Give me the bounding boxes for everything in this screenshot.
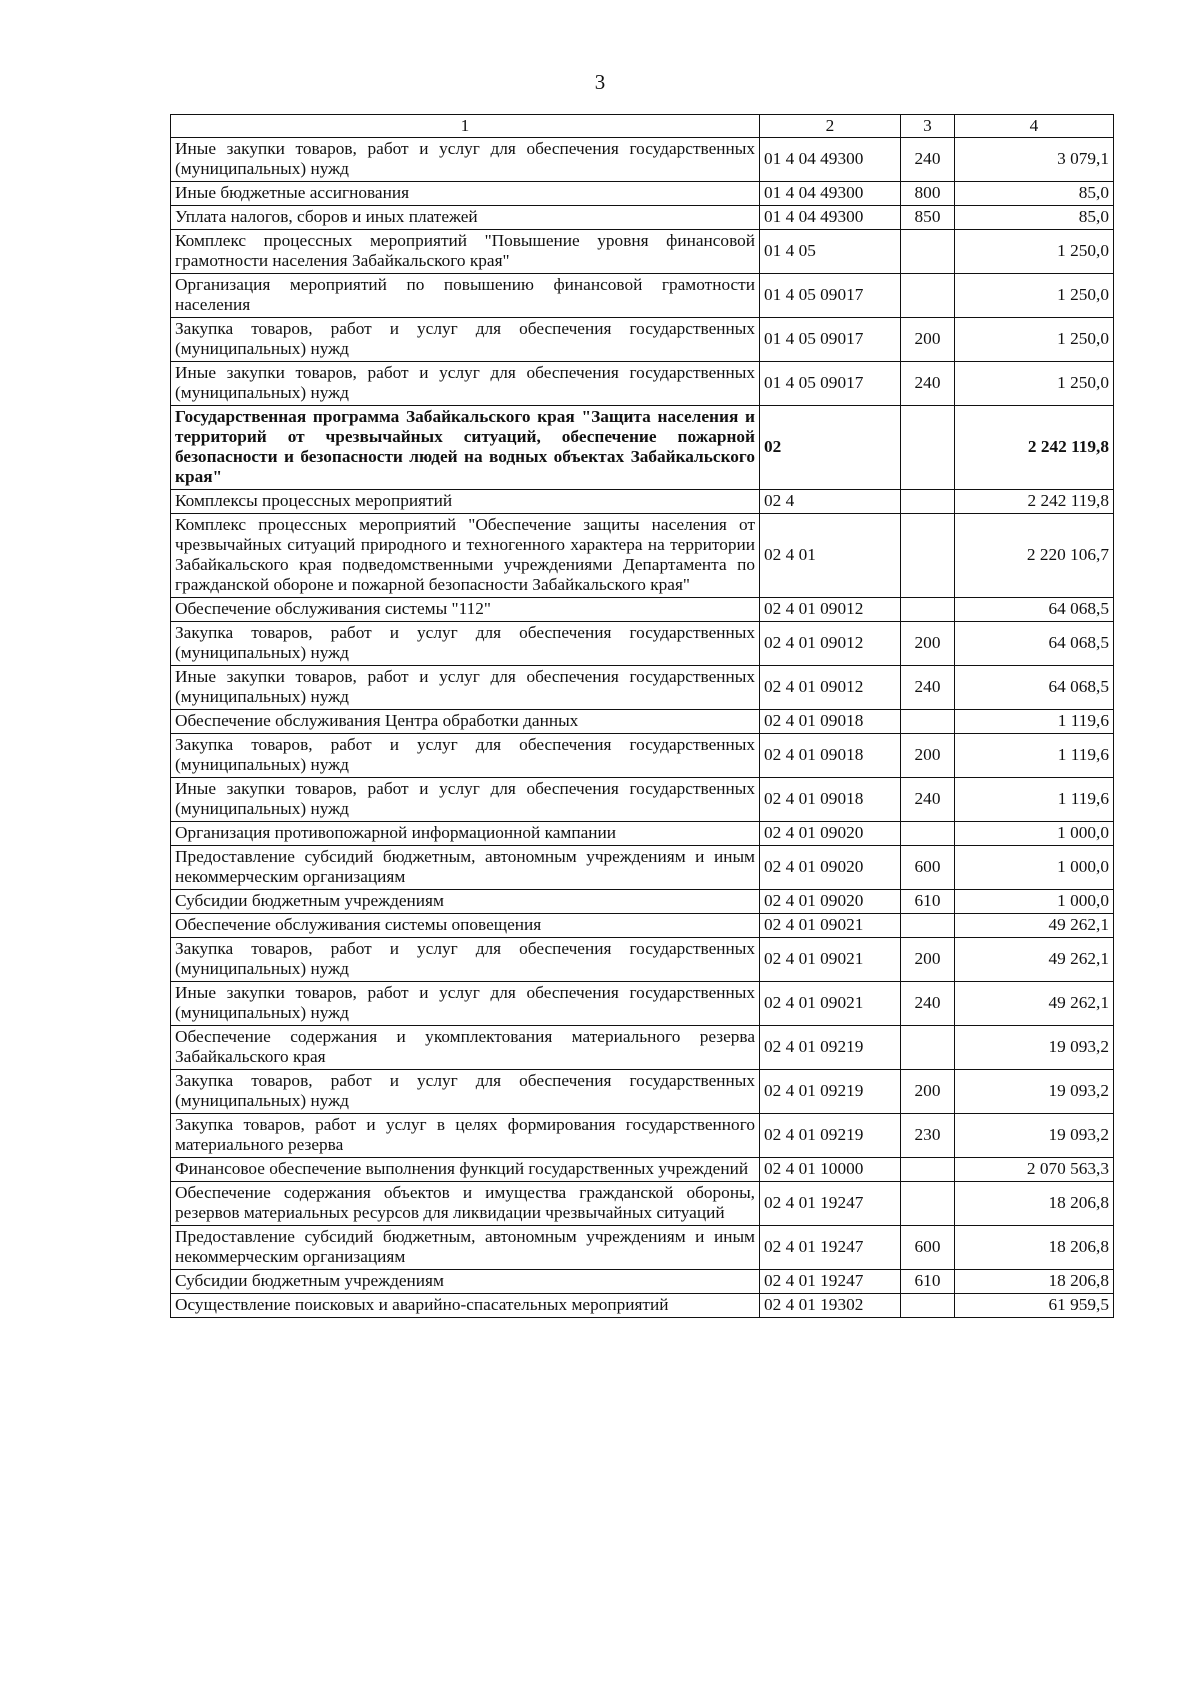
row-type-cell: 610	[901, 1270, 955, 1294]
table-row	[171, 982, 1114, 1026]
row-amount-cell: 19 093,2	[955, 1114, 1114, 1158]
row-amount-cell: 85,0	[955, 182, 1114, 206]
table-row	[171, 1026, 1114, 1070]
row-code-cell: 02 4 01 10000	[760, 1158, 901, 1182]
row-amount-cell: 64 068,5	[955, 622, 1114, 666]
row-type-cell	[901, 406, 955, 490]
row-name-cell: Обеспечение содержания объектов и имущества гражданской обороны, резервов материальных ресурсов для ликвидации чрезвычайных ситуаций	[171, 1182, 760, 1226]
row-type-cell: 240	[901, 362, 955, 406]
row-name-cell: Финансовое обеспечение выполнения функций государственных учреждений	[171, 1158, 760, 1182]
row-type-cell: 600	[901, 1226, 955, 1270]
row-type-cell	[901, 822, 955, 846]
row-amount-cell: 1 000,0	[955, 890, 1114, 914]
row-code-cell: 02	[760, 406, 901, 490]
row-type-cell	[901, 490, 955, 514]
row-type-cell: 200	[901, 938, 955, 982]
row-amount-cell: 1 119,6	[955, 710, 1114, 734]
table-row	[171, 514, 1114, 598]
row-name-cell: Уплата налогов, сборов и иных платежей	[171, 206, 760, 230]
table-row	[171, 230, 1114, 274]
row-type-cell	[901, 598, 955, 622]
row-name-cell: Обеспечение обслуживания Центра обработки данных	[171, 710, 760, 734]
table-row	[171, 362, 1114, 406]
row-code-cell: 01 4 04 49300	[760, 138, 901, 182]
row-amount-cell: 2 242 119,8	[955, 406, 1114, 490]
row-name-cell: Осуществление поисковых и аварийно-спасательных мероприятий	[171, 1294, 760, 1318]
table-row	[171, 1294, 1114, 1318]
table-row	[171, 822, 1114, 846]
row-code-cell: 01 4 05 09017	[760, 318, 901, 362]
row-amount-cell: 1 119,6	[955, 734, 1114, 778]
table-row	[171, 938, 1114, 982]
table-row	[171, 1070, 1114, 1114]
budget-table	[170, 114, 1114, 1318]
row-code-cell: 02 4 01 09219	[760, 1026, 901, 1070]
row-amount-cell: 19 093,2	[955, 1026, 1114, 1070]
row-name-cell: Предоставление субсидий бюджетным, автономным учреждениям и иным некоммерческим организациям	[171, 1226, 760, 1270]
row-code-cell: 01 4 05 09017	[760, 274, 901, 318]
row-amount-cell: 19 093,2	[955, 1070, 1114, 1114]
row-code-cell: 02 4 01	[760, 514, 901, 598]
row-code-cell: 02 4 01 09018	[760, 710, 901, 734]
row-type-cell: 600	[901, 846, 955, 890]
row-code-cell: 01 4 04 49300	[760, 206, 901, 230]
row-type-cell: 800	[901, 182, 955, 206]
row-code-cell: 01 4 04 49300	[760, 182, 901, 206]
table-header-row	[171, 115, 1114, 138]
table-row	[171, 274, 1114, 318]
row-amount-cell: 1 250,0	[955, 274, 1114, 318]
table-row	[171, 914, 1114, 938]
column-header-type: 3	[901, 115, 955, 138]
row-code-cell: 02 4 01 09021	[760, 982, 901, 1026]
row-name-cell: Субсидии бюджетным учреждениям	[171, 890, 760, 914]
table-row	[171, 1182, 1114, 1226]
row-code-cell: 02 4 01 19247	[760, 1270, 901, 1294]
row-amount-cell: 2 242 119,8	[955, 490, 1114, 514]
row-type-cell: 200	[901, 1070, 955, 1114]
row-name-cell: Обеспечение содержания и укомплектования материального резерва Забайкальского края	[171, 1026, 760, 1070]
row-amount-cell: 64 068,5	[955, 666, 1114, 710]
row-name-cell: Закупка товаров, работ и услуг для обеспечения государственных (муниципальных) нужд	[171, 734, 760, 778]
row-amount-cell: 18 206,8	[955, 1270, 1114, 1294]
row-type-cell: 200	[901, 622, 955, 666]
row-code-cell: 02 4 01 09018	[760, 778, 901, 822]
row-amount-cell: 61 959,5	[955, 1294, 1114, 1318]
row-name-cell: Закупка товаров, работ и услуг для обеспечения государственных (муниципальных) нужд	[171, 318, 760, 362]
row-name-cell: Иные закупки товаров, работ и услуг для обеспечения государственных (муниципальных) нужд	[171, 778, 760, 822]
table-row	[171, 1226, 1114, 1270]
table-row	[171, 890, 1114, 914]
table-row	[171, 778, 1114, 822]
row-amount-cell: 64 068,5	[955, 598, 1114, 622]
row-code-cell: 02 4 01 09012	[760, 666, 901, 710]
row-name-cell: Закупка товаров, работ и услуг для обеспечения государственных (муниципальных) нужд	[171, 622, 760, 666]
row-type-cell	[901, 914, 955, 938]
row-code-cell: 02 4 01 09020	[760, 890, 901, 914]
column-header-amount: 4	[955, 115, 1114, 138]
table-row	[171, 206, 1114, 230]
row-name-cell: Иные закупки товаров, работ и услуг для обеспечения государственных (муниципальных) нужд	[171, 982, 760, 1026]
row-code-cell: 02 4 01 09012	[760, 598, 901, 622]
row-name-cell: Субсидии бюджетным учреждениям	[171, 1270, 760, 1294]
row-code-cell: 02 4	[760, 490, 901, 514]
row-amount-cell: 18 206,8	[955, 1182, 1114, 1226]
row-type-cell: 610	[901, 890, 955, 914]
row-type-cell: 200	[901, 318, 955, 362]
row-type-cell: 240	[901, 138, 955, 182]
row-name-cell: Организация противопожарной информационной кампании	[171, 822, 760, 846]
row-name-cell: Организация мероприятий по повышению финансовой грамотности населения	[171, 274, 760, 318]
row-amount-cell: 1 000,0	[955, 822, 1114, 846]
row-name-cell: Комплекс процессных мероприятий "Обеспечение защиты населения от чрезвычайных ситуаций природного и техногенного характера на территории Забайкальского края подведомственными учреждениями Департамента по гражданской обороне и пожарной безопасности Забайкальского края"	[171, 514, 760, 598]
row-type-cell	[901, 1158, 955, 1182]
table-row	[171, 846, 1114, 890]
row-code-cell: 02 4 01 09020	[760, 822, 901, 846]
row-amount-cell: 85,0	[955, 206, 1114, 230]
table-row	[171, 182, 1114, 206]
row-type-cell	[901, 1026, 955, 1070]
row-type-cell	[901, 230, 955, 274]
row-name-cell: Иные бюджетные ассигнования	[171, 182, 760, 206]
row-type-cell: 200	[901, 734, 955, 778]
row-name-cell: Предоставление субсидий бюджетным, автономным учреждениям и иным некоммерческим организациям	[171, 846, 760, 890]
row-amount-cell: 1 250,0	[955, 230, 1114, 274]
table-row	[171, 598, 1114, 622]
row-name-cell: Иные закупки товаров, работ и услуг для обеспечения государственных (муниципальных) нужд	[171, 666, 760, 710]
row-name-cell: Обеспечение обслуживания системы "112"	[171, 598, 760, 622]
row-type-cell: 850	[901, 206, 955, 230]
row-code-cell: 02 4 01 09219	[760, 1114, 901, 1158]
row-name-cell: Иные закупки товаров, работ и услуг для обеспечения государственных (муниципальных) нужд	[171, 138, 760, 182]
row-amount-cell: 49 262,1	[955, 938, 1114, 982]
row-type-cell	[901, 274, 955, 318]
row-amount-cell: 2 070 563,3	[955, 1158, 1114, 1182]
row-code-cell: 01 4 05 09017	[760, 362, 901, 406]
row-type-cell: 240	[901, 778, 955, 822]
table-row	[171, 1114, 1114, 1158]
table-body	[171, 138, 1114, 1318]
row-code-cell: 01 4 05	[760, 230, 901, 274]
row-amount-cell: 1 250,0	[955, 362, 1114, 406]
table-row	[171, 138, 1114, 182]
column-header-name: 1	[171, 115, 760, 138]
row-type-cell: 230	[901, 1114, 955, 1158]
row-type-cell	[901, 1294, 955, 1318]
row-code-cell: 02 4 01 19247	[760, 1226, 901, 1270]
table-row	[171, 406, 1114, 490]
row-code-cell: 02 4 01 09021	[760, 914, 901, 938]
row-name-cell: Государственная программа Забайкальского края "Защита населения и территорий от чрезвычайных ситуаций, обеспечение пожарной безопасности и безопасности людей на водных объектах Забайкальского края"	[171, 406, 760, 490]
table-row	[171, 318, 1114, 362]
row-type-cell	[901, 710, 955, 734]
row-code-cell: 02 4 01 09020	[760, 846, 901, 890]
table-row	[171, 1270, 1114, 1294]
row-name-cell: Обеспечение обслуживания системы оповещения	[171, 914, 760, 938]
table-row	[171, 1158, 1114, 1182]
column-header-code: 2	[760, 115, 901, 138]
row-code-cell: 02 4 01 09219	[760, 1070, 901, 1114]
row-amount-cell: 2 220 106,7	[955, 514, 1114, 598]
row-name-cell: Закупка товаров, работ и услуг для обеспечения государственных (муниципальных) нужд	[171, 1070, 760, 1114]
page-number: 3	[594, 70, 606, 94]
table-row	[171, 490, 1114, 514]
row-amount-cell: 1 119,6	[955, 778, 1114, 822]
row-amount-cell: 1 250,0	[955, 318, 1114, 362]
row-name-cell: Закупка товаров, работ и услуг для обеспечения государственных (муниципальных) нужд	[171, 938, 760, 982]
row-type-cell	[901, 1182, 955, 1226]
row-name-cell: Иные закупки товаров, работ и услуг для обеспечения государственных (муниципальных) нужд	[171, 362, 760, 406]
row-amount-cell: 3 079,1	[955, 138, 1114, 182]
table-row	[171, 666, 1114, 710]
table-row	[171, 710, 1114, 734]
row-code-cell: 02 4 01 09021	[760, 938, 901, 982]
table-row	[171, 622, 1114, 666]
row-type-cell	[901, 514, 955, 598]
row-code-cell: 02 4 01 19302	[760, 1294, 901, 1318]
row-amount-cell: 49 262,1	[955, 914, 1114, 938]
row-code-cell: 02 4 01 09012	[760, 622, 901, 666]
row-amount-cell: 18 206,8	[955, 1226, 1114, 1270]
row-type-cell: 240	[901, 666, 955, 710]
table-row	[171, 734, 1114, 778]
row-code-cell: 02 4 01 09018	[760, 734, 901, 778]
row-name-cell: Комплексы процессных мероприятий	[171, 490, 760, 514]
row-amount-cell: 1 000,0	[955, 846, 1114, 890]
row-code-cell: 02 4 01 19247	[760, 1182, 901, 1226]
row-type-cell: 240	[901, 982, 955, 1026]
row-name-cell: Закупка товаров, работ и услуг в целях формирования государственного материального резерва	[171, 1114, 760, 1158]
row-amount-cell: 49 262,1	[955, 982, 1114, 1026]
row-name-cell: Комплекс процессных мероприятий "Повышение уровня финансовой грамотности населения Забайкальского края"	[171, 230, 760, 274]
